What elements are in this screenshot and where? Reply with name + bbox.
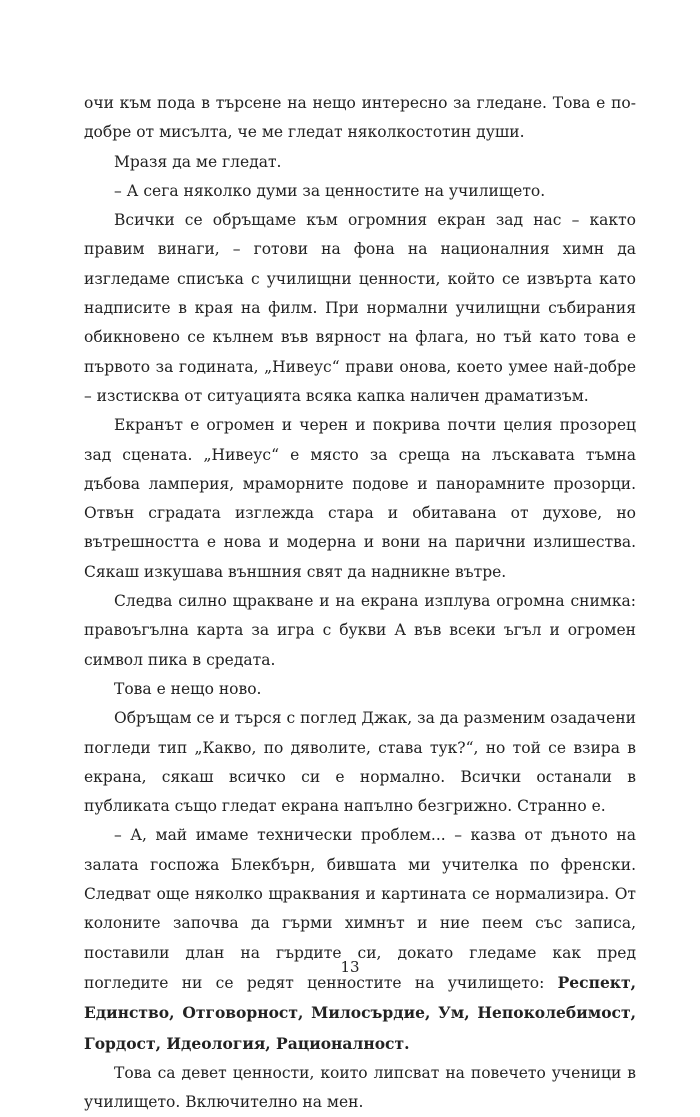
paragraph: очи към пода в търсене на нещо интересно за гледане. Това е по-добре от мисълта, че ме гледат няколкостотин души. [84, 94, 636, 142]
paragraph-text: – А, май имаме технически проблем... – казва от дъното на залата госпожа Блекбърн, бившата ми учителка по френски. Следват още няколко щраквания и картината се нормализира. От колоните започва да гърми химнът и ние пеем със записа, поставили длан на гърдите си, докато гледаме как пред погледите ни се редят ценностите на училището: [84, 826, 636, 992]
paragraph: Обръщам се и търся с поглед Джак, за да разменим озадачени погледи тип „Какво, по дяволите, става тук?“, но той се взира в екрана, сякаш всичко си е нормално. Всички останали в публиката също гледат екрана напълно безгрижно. Странно е. [84, 709, 636, 816]
paragraph: – А сега няколко думи за ценностите на училището. [114, 181, 546, 200]
paragraph: Мразя да ме гледат. [114, 152, 282, 171]
paragraph-with-values [84, 821, 636, 1058]
school-values-list: Респект, Единство, Отговорност, Милосърдие, Ум, Непоколебимост, Гордост, Идеология, Рационалност. [84, 972, 636, 1053]
paragraph: Това е нещо ново. [114, 679, 262, 698]
paragraph: Всички се обръщаме към огромния екран зад нас – както правим винаги, – готови на фона на националния химн да изгледаме списъка с училищни ценности, който се извърта като надписите в края на филм. При нормални училищни събирания обикновено се кълнем във вярност на флага, но тъй като това е първото за годината, „Нивеус“ прави онова, което умее най-добре – изстисква от ситуацията всяка капка наличен драматизъм. [84, 211, 636, 405]
page-number: 13 [340, 958, 360, 976]
paragraph: Следва силно щракване и на екрана изплува огромна снимка: правоъгълна карта за игра с букви А във всеки ъгъл и огромен символ пика в средата. [84, 592, 636, 669]
paragraph: Това са девет ценности, които липсват на повечето ученици в училището. Включително на мен. [84, 1063, 636, 1112]
paragraph: Екранът е огромен и черен и покрива почти целия прозорец зад сцената. „Нивеус“ е място за среща на лъскавата тъмна дъбова ламперия, мраморните подове и панорамните прозорци. Отвън сградата изглежда стара и обитавана от духове, но вътрешността е нова и модерна и вони на парични излишества. Сякаш изкушава външния свят да надникне вътре. [84, 416, 636, 581]
